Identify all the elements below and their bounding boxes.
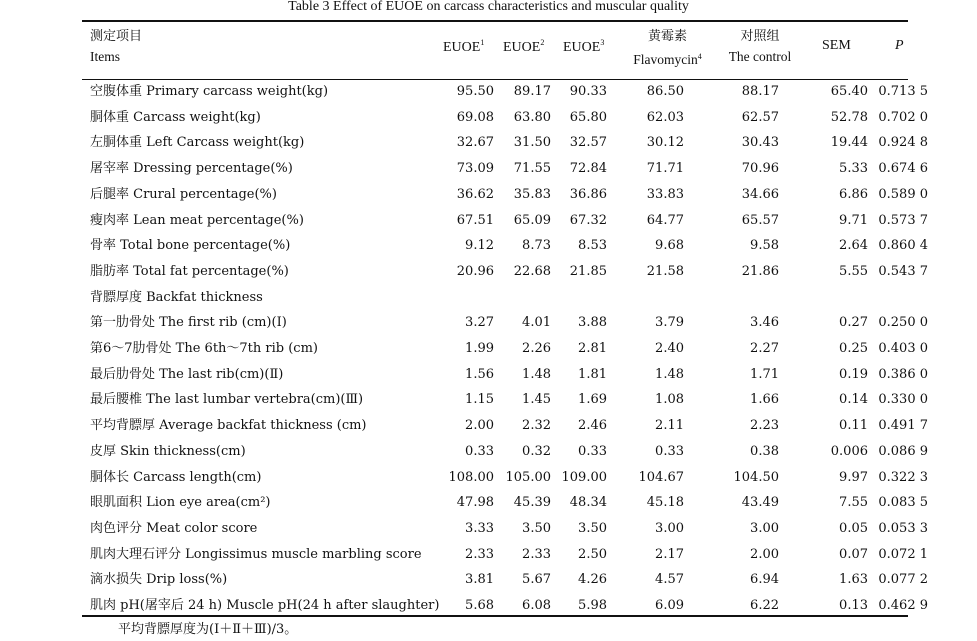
row-value-col-6: 65.40 [830, 84, 868, 99]
row-item-label: 骨率 Total bone percentage(%) [90, 238, 291, 254]
row-value-col-3: 1.81 [578, 366, 607, 382]
row-value-col-1: 47.98 [456, 495, 494, 511]
row-value-col-3: 36.86 [569, 186, 607, 202]
row-value-col-3: 4.26 [578, 572, 607, 588]
row-value-col-5: 88.17 [741, 84, 779, 99]
row-value-col-3: 2.46 [578, 418, 607, 434]
row-value-col-5: 65.57 [741, 212, 779, 228]
row-value-col-3: 67.32 [569, 212, 607, 228]
table-caption: Table 3 Effect of EUOE on carcass characteristics and muscular quality [288, 0, 689, 14]
row-value-col-3: 8.53 [578, 238, 607, 254]
row-value-col-6: 9.71 [839, 212, 868, 228]
row-item-label: 肉色评分 Meat color score [90, 520, 258, 536]
table-row [0, 490, 977, 515]
row-value-col-1: 9.12 [465, 238, 494, 254]
table-row [0, 567, 977, 592]
row-value-col-3: 2.81 [578, 341, 607, 356]
table-row [0, 105, 977, 130]
row-value-col-2: 0.32 [522, 443, 551, 459]
header-flavomycin-sup: 4 [697, 52, 702, 61]
row-value-col-4: 3.79 [655, 315, 684, 331]
row-item-label: 平均背膘厚 Average backfat thickness (cm) [90, 418, 367, 434]
row-value-col-4: 2.40 [655, 341, 684, 356]
row-value-col-2: 5.67 [522, 572, 551, 588]
row-value-col-5: 62.57 [741, 109, 779, 125]
row-value-col-3: 1.69 [578, 392, 607, 408]
row-value-col-5: 70.96 [741, 161, 779, 177]
row-value-col-6: 0.11 [839, 418, 868, 434]
header-euoe3-label: EUOE [563, 40, 601, 55]
table-row [0, 130, 977, 155]
row-value-col-1: 2.33 [465, 546, 494, 562]
header-flavomycin-cn: 黄霉素 [647, 29, 687, 44]
row-value-col-3: 65.80 [569, 109, 607, 125]
row-value-col-3: 0.33 [578, 443, 607, 459]
row-value-col-5: 2.23 [750, 418, 779, 434]
row-value-col-2: 65.09 [513, 212, 551, 228]
row-value-col-7: 0.053 3 [878, 520, 928, 536]
table-row [0, 156, 977, 181]
header-items [90, 28, 142, 65]
row-value-col-7: 0.860 4 [878, 238, 928, 254]
row-value-col-4: 30.12 [646, 135, 684, 151]
row-item-label: 左胴体重 Left Carcass weight(kg) [90, 135, 305, 151]
table-row [0, 542, 977, 567]
row-value-col-4: 2.17 [655, 546, 684, 562]
row-value-col-4: 1.48 [655, 366, 684, 382]
row-value-col-4: 71.71 [646, 161, 684, 177]
row-item-label: 眼肌面积 Lion eye area(cm²) [90, 495, 271, 511]
row-item-label: 第6～7肋骨处 The 6th～7th rib (cm) [90, 341, 318, 356]
row-value-col-1: 1.99 [465, 341, 494, 356]
row-item-label: 瘦肉率 Lean meat percentage(%) [90, 212, 304, 228]
header-euoe1 [443, 38, 484, 56]
row-value-col-7: 0.403 0 [878, 341, 928, 356]
row-value-col-7: 0.924 8 [878, 135, 928, 151]
table-bottom-rule [82, 615, 908, 617]
row-value-col-5: 6.22 [750, 598, 779, 613]
row-value-col-5: 21.86 [741, 263, 779, 279]
row-value-col-3: 109.00 [561, 469, 607, 485]
row-value-col-6: 7.55 [839, 495, 868, 511]
row-value-col-1: 2.00 [465, 418, 494, 434]
row-value-col-3: 21.85 [569, 263, 607, 279]
row-value-col-5: 1.71 [750, 366, 779, 382]
row-value-col-2: 6.08 [522, 598, 551, 613]
row-value-col-5: 3.00 [750, 520, 779, 536]
row-value-col-7: 0.086 9 [878, 443, 928, 459]
row-value-col-6: 2.64 [839, 238, 868, 254]
row-item-label: 背膘厚度 Backfat thickness [90, 289, 263, 305]
header-p: P [895, 38, 904, 53]
row-item-label: 空腹体重 Primary carcass weight(kg) [90, 84, 329, 99]
row-value-col-4: 1.08 [655, 392, 684, 408]
row-item-label: 后腿率 Crural percentage(%) [90, 186, 277, 202]
table-row [0, 182, 977, 207]
row-value-col-2: 71.55 [513, 161, 551, 177]
row-value-col-1: 3.81 [465, 572, 494, 588]
row-value-col-2: 35.83 [513, 186, 551, 202]
row-value-col-4: 33.83 [646, 186, 684, 202]
row-value-col-1: 0.33 [465, 443, 494, 459]
row-item-label: 第一肋骨处 The first rib (cm)(Ⅰ) [90, 315, 287, 331]
row-value-col-7: 0.589 0 [878, 186, 928, 202]
row-value-col-6: 0.25 [839, 341, 868, 356]
row-value-col-5: 9.58 [750, 238, 779, 254]
row-value-col-6: 0.13 [839, 598, 868, 613]
row-value-col-3: 2.50 [578, 546, 607, 562]
header-sem: SEM [822, 38, 851, 53]
row-value-col-4: 3.00 [655, 520, 684, 536]
row-value-col-7: 0.543 7 [878, 263, 928, 279]
table-row [0, 336, 977, 361]
row-value-col-1: 3.33 [465, 520, 494, 536]
row-item-label: 肌肉大理石评分 Longissimus muscle marbling score [90, 546, 422, 562]
header-control-cn: 对照组 [740, 29, 780, 44]
row-value-col-4: 64.77 [646, 212, 684, 228]
row-value-col-7: 0.462 9 [878, 598, 928, 613]
row-value-col-5: 1.66 [750, 392, 779, 408]
header-euoe1-label: EUOE [443, 40, 481, 55]
row-value-col-4: 45.18 [646, 495, 684, 511]
row-value-col-3: 90.33 [569, 84, 607, 99]
row-value-col-3: 72.84 [569, 161, 607, 177]
row-value-col-5: 43.49 [741, 495, 779, 511]
row-value-col-1: 36.62 [456, 186, 494, 202]
row-value-col-5: 104.50 [733, 469, 779, 485]
row-value-col-7: 0.573 7 [878, 212, 928, 228]
row-value-col-2: 1.48 [522, 366, 551, 382]
row-item-label: 脂肪率 Total fat percentage(%) [90, 263, 289, 279]
row-value-col-4: 2.11 [655, 418, 684, 434]
row-value-col-1: 108.00 [448, 469, 494, 485]
row-value-col-2: 3.50 [522, 520, 551, 536]
row-value-col-4: 6.09 [655, 598, 684, 613]
row-value-col-1: 32.67 [456, 135, 494, 151]
row-value-col-5: 2.27 [750, 341, 779, 356]
header-euoe3 [563, 38, 604, 56]
row-value-col-3: 3.88 [578, 315, 607, 331]
row-value-col-6: 9.97 [839, 469, 868, 485]
row-value-col-2: 31.50 [513, 135, 551, 151]
row-value-col-3: 48.34 [569, 495, 607, 511]
table-footnote: 平均背膘厚度为(Ⅰ＋Ⅱ＋Ⅲ)/3。 [118, 622, 298, 637]
row-value-col-7: 0.491 7 [878, 418, 928, 434]
header-euoe3-sup: 3 [600, 38, 605, 47]
table-row [0, 362, 977, 387]
row-value-col-1: 69.08 [456, 109, 494, 125]
row-value-col-2: 2.33 [522, 546, 551, 562]
table-row [0, 439, 977, 464]
table-row [0, 79, 977, 104]
row-value-col-5: 0.38 [750, 443, 779, 459]
row-value-col-4: 62.03 [646, 109, 684, 125]
row-value-col-3: 5.98 [578, 598, 607, 613]
row-value-col-6: 0.07 [839, 546, 868, 562]
row-value-col-2: 2.26 [522, 341, 551, 356]
row-item-label: 胴体重 Carcass weight(kg) [90, 109, 261, 125]
row-value-col-2: 22.68 [513, 263, 551, 279]
row-value-col-1: 5.68 [465, 598, 494, 613]
row-value-col-7: 0.386 0 [878, 366, 928, 382]
table-row [0, 310, 977, 335]
row-value-col-6: 5.55 [839, 263, 868, 279]
row-value-col-6: 0.006 [830, 443, 868, 459]
table-row [0, 233, 977, 258]
row-value-col-7: 0.072 1 [878, 546, 928, 562]
row-value-col-6: 0.05 [839, 520, 868, 536]
row-value-col-7: 0.702 0 [878, 109, 928, 125]
table-row [0, 516, 977, 541]
row-value-col-6: 0.27 [839, 315, 868, 331]
row-item-label: 滴水损失 Drip loss(%) [90, 572, 228, 588]
row-value-col-1: 1.15 [465, 392, 494, 408]
row-value-col-1: 95.50 [456, 84, 494, 99]
row-item-label: 最后肋骨处 The last rib(cm)(Ⅱ) [90, 366, 284, 382]
row-value-col-6: 52.78 [830, 109, 868, 125]
row-value-col-2: 1.45 [522, 392, 551, 408]
row-value-col-5: 3.46 [750, 315, 779, 331]
row-value-col-4: 4.57 [655, 572, 684, 588]
row-value-col-5: 34.66 [741, 186, 779, 202]
row-value-col-6: 5.33 [839, 161, 868, 177]
table-row [0, 465, 977, 490]
row-value-col-2: 63.80 [513, 109, 551, 125]
row-value-col-4: 21.58 [646, 263, 684, 279]
row-value-col-5: 6.94 [750, 572, 779, 588]
row-value-col-6: 0.19 [839, 366, 868, 382]
row-value-col-1: 3.27 [465, 315, 494, 331]
row-value-col-5: 2.00 [750, 546, 779, 562]
row-value-col-2: 45.39 [513, 495, 551, 511]
header-euoe1-sup: 1 [480, 38, 485, 47]
row-value-col-2: 89.17 [513, 84, 551, 99]
row-value-col-2: 105.00 [505, 469, 551, 485]
row-value-col-2: 8.73 [522, 238, 551, 254]
row-value-col-3: 3.50 [578, 520, 607, 536]
table-row [0, 413, 977, 438]
header-control [715, 28, 805, 65]
table-row [0, 259, 977, 284]
row-item-label: 肌肉 pH(屠宰后 24 h) Muscle pH(24 h after slaughter) [90, 598, 440, 613]
table-top-rule [82, 20, 908, 22]
row-value-col-6: 1.63 [839, 572, 868, 588]
row-value-col-7: 0.713 5 [878, 84, 928, 99]
row-value-col-7: 0.077 2 [878, 572, 928, 588]
row-value-col-1: 1.56 [465, 366, 494, 382]
row-value-col-7: 0.330 0 [878, 392, 928, 408]
row-item-label: 屠宰率 Dressing percentage(%) [90, 161, 293, 177]
row-value-col-1: 73.09 [456, 161, 494, 177]
row-value-col-4: 104.67 [638, 469, 684, 485]
header-flavomycin [620, 28, 715, 68]
header-flavomycin-en [620, 48, 715, 68]
row-value-col-7: 0.674 6 [878, 161, 928, 177]
row-item-label: 最后腰椎 The last lumbar vertebra(cm)(Ⅲ) [90, 392, 364, 408]
table-row [0, 208, 977, 233]
row-value-col-7: 0.083 5 [878, 495, 928, 511]
row-value-col-2: 4.01 [522, 315, 551, 331]
row-value-col-4: 0.33 [655, 443, 684, 459]
row-value-col-4: 9.68 [655, 238, 684, 254]
header-euoe2-label: EUOE [503, 40, 541, 55]
row-value-col-4: 86.50 [646, 84, 684, 99]
header-items-cn: 测定项目 [90, 29, 143, 44]
row-value-col-2: 2.32 [522, 418, 551, 434]
header-euoe2 [503, 38, 544, 56]
row-item-label: 胴体长 Carcass length(cm) [90, 469, 262, 485]
table-row [0, 387, 977, 412]
row-value-col-6: 19.44 [830, 135, 868, 151]
row-value-col-1: 67.51 [456, 212, 494, 228]
header-flavomycin-en-label: Flavomycin [633, 52, 698, 67]
row-value-col-6: 0.14 [839, 392, 868, 408]
header-items-en: Items [90, 49, 120, 64]
row-value-col-6: 6.86 [839, 186, 868, 202]
row-value-col-3: 32.57 [569, 135, 607, 151]
header-control-en: The control [728, 49, 792, 64]
row-value-col-7: 0.250 0 [878, 315, 928, 331]
table-row [0, 285, 977, 310]
row-value-col-7: 0.322 3 [878, 469, 928, 485]
row-value-col-5: 30.43 [741, 135, 779, 151]
header-euoe2-sup: 2 [540, 38, 545, 47]
row-item-label: 皮厚 Skin thickness(cm) [90, 443, 246, 459]
row-value-col-1: 20.96 [456, 263, 494, 279]
